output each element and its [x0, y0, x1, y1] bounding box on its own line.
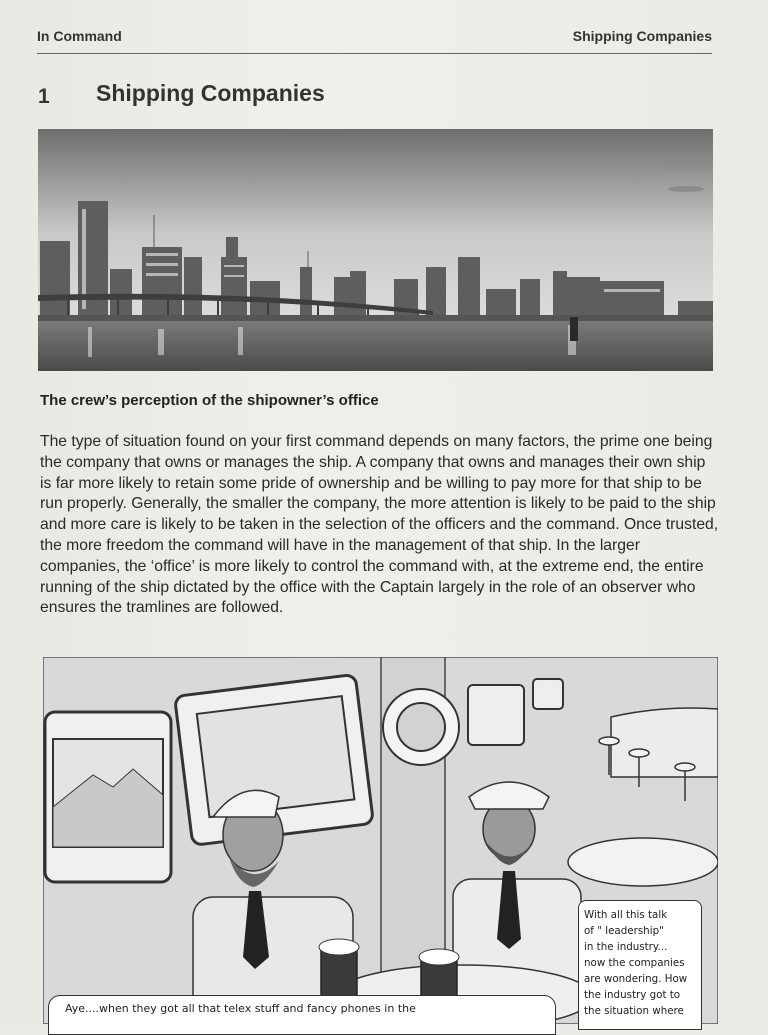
header-rule — [37, 53, 712, 54]
speech-line: the situation where — [584, 1005, 684, 1017]
speech-line: With all this talk — [584, 909, 668, 921]
running-head-book-title: In Command — [37, 28, 122, 44]
speech-line: of " leadership" — [584, 925, 664, 937]
body-paragraph: The type of situation found on your first command depends on many factors, the prime one being the company that owns or manages the ship. A company that owns and manages their own ship is far more likely to retain some pride of ownership and be willing to pay more for that ship to be run properly. Generally, the smaller the company, the more attention is likely to be paid to the ship and more care is likely to be taken in the selection of the officers and the command. Once trusted, the more freedom the command will have in the management of that ship. In the larger companies, the ‘office’ is more likely to control the command with, at the extreme end, the entire running of the ship dictated by the office with the Captain largely in the role of an observer who ensures the tramlines are followed. — [40, 433, 719, 617]
speech-bubble-right — [578, 900, 702, 1030]
chapter-number: 1 — [38, 85, 50, 108]
city-skyline-photo — [38, 129, 713, 371]
speech-line: now the companies — [584, 957, 685, 969]
chapter-title: Shipping Companies — [96, 80, 325, 106]
speech-line: Aye....when they got all that telex stuff and fancy phones in the — [65, 1002, 416, 1015]
speech-line: in the industry... — [584, 941, 668, 953]
speech-line: the industry got to — [584, 989, 681, 1001]
running-head-chapter: Shipping Companies — [572, 28, 712, 44]
section-heading: The crew’s perception of the shipowner’s office — [40, 392, 379, 409]
speech-line: are wondering. How — [584, 973, 688, 985]
speech-bubble-left — [48, 995, 556, 1035]
